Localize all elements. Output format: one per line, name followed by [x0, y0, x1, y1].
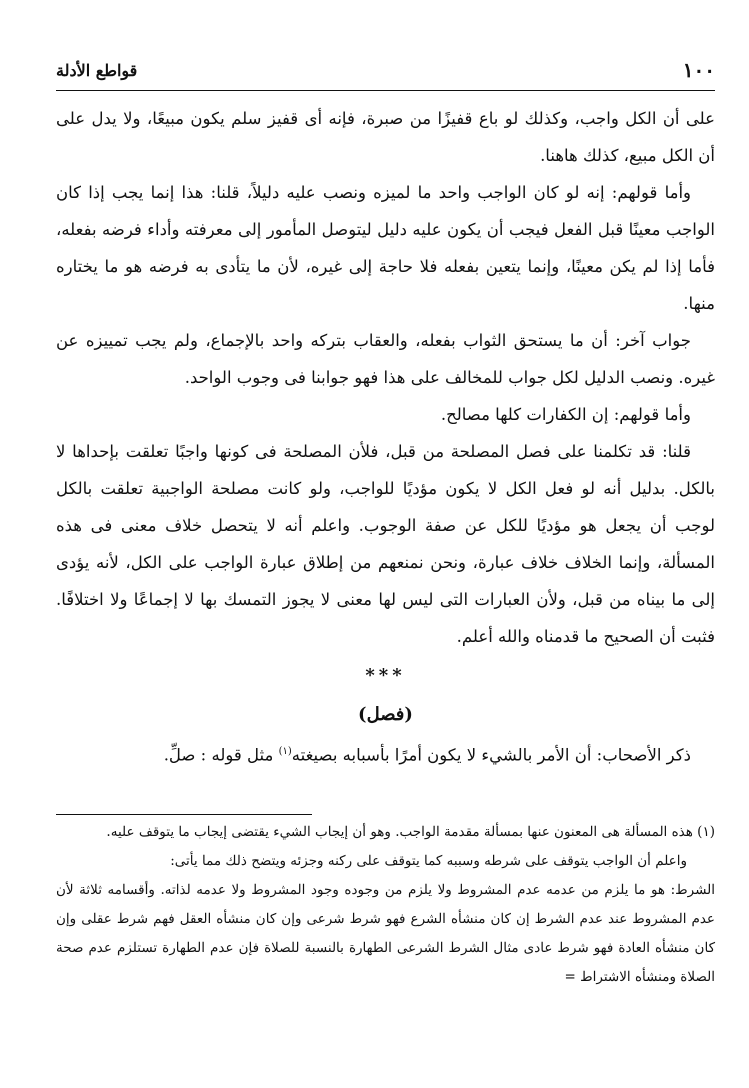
book-title: قواطع الأدلة: [56, 60, 138, 80]
main-text: [56, 100, 715, 774]
paragraph-5: قلنا: قد تكلمنا على فصل المصلحة من قبل، فلأن المصلحة فى كونها واجبًا تعلقت بإحداها لا بالكل. بدليل أنه لو فعل الكل لا يكون مؤديًا للواجب، ولو كانت مصلحة الواجبية تعلقت بالكل لوجب أن يجعل هو مؤديًا للكل عن صفة الوجوب. واعلم أنه لا يتحصل خلاف معنى فى هذه المسألة، وإنما الخلاف خلاف عبارة، ونحن نمنعهم من إطلاق عبارة الواجب على الكل، لأنه يؤدى إلى ما بيناه من قبل، ولأن العبارات التى ليس لها معنى لا يجوز التمسك بها لا إجماعًا ولا اختلافًا. فثبت أن الصحيح ما قدمناه والله أعلم.: [56, 442, 715, 646]
footnote-1: (١) هذه المسألة هى المعنون عنها بمسألة مقدمة الواجب. وهو أن إيجاب الشيء يقتضى إيجاب ما يتوقف عليه.: [106, 824, 715, 840]
paragraph-6-text: ذكر الأصحاب: أن الأمر بالشيء لا يكون أمرًا بأسبابه بصيغته: [291, 745, 691, 765]
paragraph-3: جواب آخر: أن ما يستحق الثواب بفعله، والعقاب بتركه واحد بالإجماع، ولم يجب تمييزه عن غيره. ونصب الدليل لكل جواب للمخالف على هذا فهو جوابنا فى وجوب الواحد.: [56, 331, 715, 387]
section-divider: ***: [365, 665, 406, 686]
footnote-1-cont-b: الشرط: هو ما يلزم من عدمه عدم المشروط ولا يلزم من وجوده وجود المشروط ولا عدمه لذاته. وأقسامه ثلاثة لأن عدم المشروط عند عدم الشرط إن كان منشأه الشرع فهو شرط شرعى وإن كان منشأه العقل فهم شرط عقلى وإن كان منشأه العادة فهو شرط عادى مثال الشرط الشرعى الطهارة بالنسبة للصلاة فإن عدم الطهارة تستلزم عدم صحة الصلاة ومنشأه الاشتراط =: [56, 882, 715, 985]
page-number: ١٠٠: [682, 58, 715, 82]
running-header: [56, 50, 715, 91]
footnote-separator: [56, 814, 312, 815]
paragraph-6-end: مثل قوله : صلِّ.: [163, 745, 279, 765]
paragraph-1: على أن الكل واجب، وكذلك لو باع قفيزًا من صبرة، فإنه أى قفيز سلم يكون مبيعًا، ولا يدل على أن الكل مبيع، كذلك هاهنا.: [56, 109, 715, 165]
footnote-1-cont-a: واعلم أن الواجب يتوقف على شرطه وسببه كما يتوقف على ركنه وجزئه ويتضح ذلك مما يأتى:: [170, 853, 687, 869]
paragraph-2: وأما قولهم: إنه لو كان الواجب واحد ما لميزه ونصب عليه دليلاً، قلنا: هذا إنما يجب إذا كان الواجب معينًا قبل الفعل فيجب أن يكون عليه دليل ليتوصل المأمور إلى معرفته وأداء فرضه بفعله، فأما إذا لم يكن معينًا، وإنما يتعين بفعله فلا حاجة إلى غيره، لأن ما يتأدى به فرضه هو ما يختاره منها.: [56, 183, 715, 313]
footnote-marker: (١): [278, 746, 292, 757]
section-title: (فصل): [358, 704, 413, 725]
paragraph-4: وأما قولهم: إن الكفارات كلها مصالح.: [440, 405, 691, 424]
footnotes: [56, 818, 715, 992]
paragraph-6: [56, 733, 715, 774]
